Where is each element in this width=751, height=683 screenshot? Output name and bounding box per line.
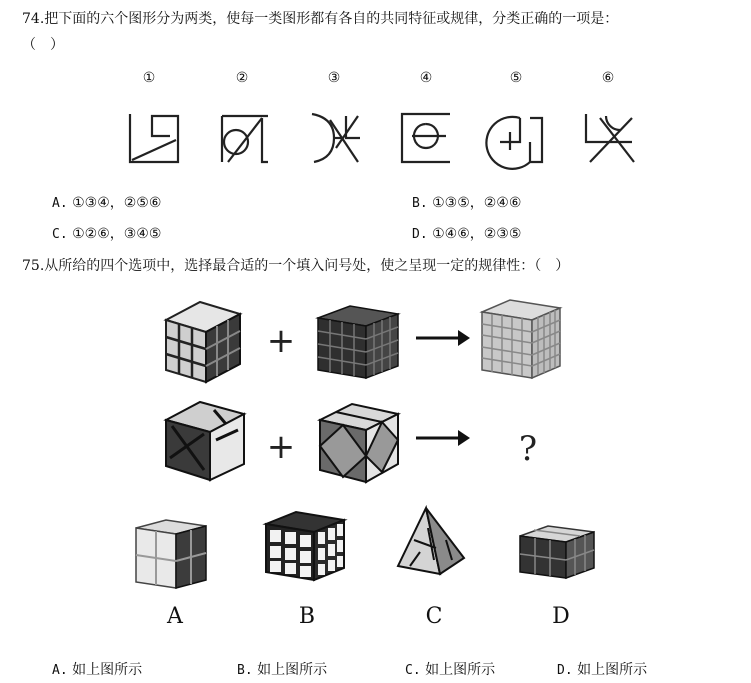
arrow-1 (416, 330, 470, 346)
choice-b-cube-3x3 (266, 512, 344, 580)
figure-number-1: ① (142, 70, 156, 86)
axis-cube (166, 402, 244, 480)
option-text: 如上图所示 (425, 662, 496, 678)
figure-number-5: ⑤ (509, 70, 523, 86)
option-text: 如上图所示 (257, 662, 328, 678)
plus-sign-2: + (266, 427, 296, 467)
cube-3x3-white-faces (166, 302, 240, 382)
option-text: 如上图所示 (577, 662, 648, 678)
arrow-2 (416, 430, 470, 446)
option-text: 如上图所示 (72, 662, 143, 678)
option-letter: C. (405, 663, 421, 678)
choice-a-cube-2x2 (136, 520, 206, 588)
cube-4x4-dark (318, 306, 398, 378)
option-text: ①③④，②⑤⑥ (72, 195, 162, 211)
choice-letter-b: B (298, 604, 316, 629)
plus-sign-1: + (266, 321, 296, 361)
q75-option-a[interactable] (52, 659, 142, 679)
option-letter: A. (52, 663, 68, 678)
choice-letter-a: A (167, 604, 183, 629)
figure-number-6: ⑥ (601, 70, 615, 86)
option-text: ①③⑤，②④⑥ (432, 195, 522, 211)
choice-letter-c: C (425, 604, 443, 629)
option-letter: B. (412, 196, 428, 211)
q74-prompt: 74.把下面的六个图形分为两类，使每一类图形都有各自的共同特征或规律，分类正确的一项是： (22, 11, 619, 27)
figure-number-3: ③ (327, 70, 341, 86)
q75-prompt: 75.从所给的四个选项中，选择最合适的一个填入问号处，使之呈现一定的规律性：（ ） (22, 258, 570, 274)
option-letter: D. (557, 663, 573, 678)
skewb-cube (320, 404, 398, 482)
option-letter: D. (412, 227, 428, 242)
option-text: ①②⑥，③④⑤ (72, 226, 162, 242)
option-letter: B. (237, 663, 253, 678)
option-letter: C. (52, 227, 68, 242)
q75-option-d[interactable] (557, 659, 647, 679)
question-mark: ? (518, 429, 538, 469)
q75-option-b[interactable] (237, 659, 327, 679)
q75-option-c[interactable] (405, 659, 495, 679)
choice-d-cube-2x3 (520, 526, 594, 578)
figure-number-2: ② (235, 70, 249, 86)
choice-letter-d: D (552, 604, 570, 629)
option-text: ①④⑥，②③⑤ (432, 226, 522, 242)
choice-c-pyramid (398, 508, 464, 574)
cube-5x5-light (482, 300, 560, 378)
q74-answer-paren: （ ） (22, 37, 64, 53)
figure-number-4: ④ (419, 70, 433, 86)
option-letter: A. (52, 196, 68, 211)
